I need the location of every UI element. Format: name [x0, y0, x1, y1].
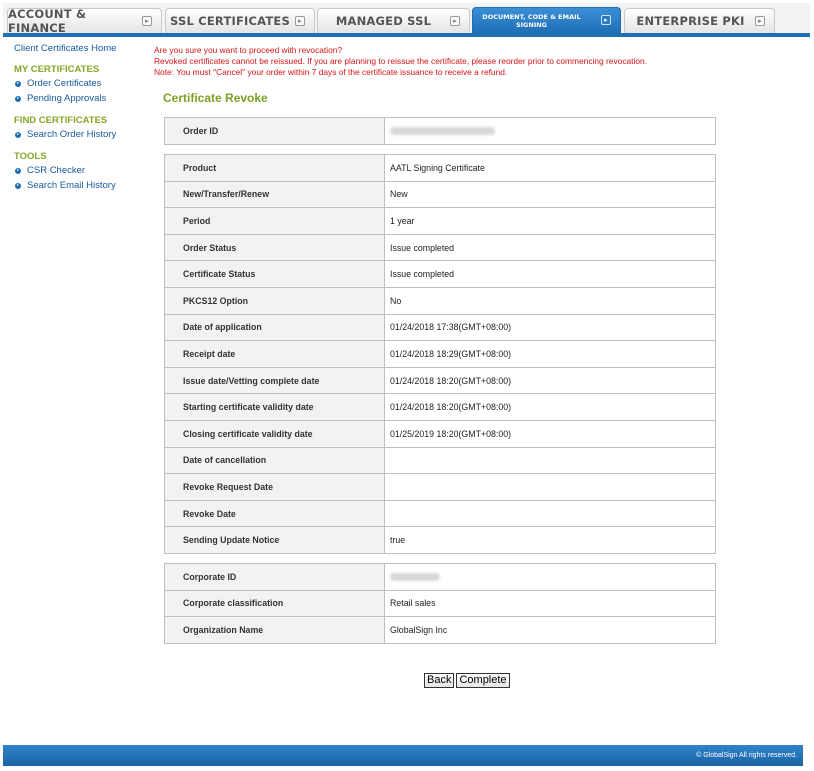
table-row [165, 500, 716, 527]
row-label: Organization Name [165, 617, 385, 644]
table-row [165, 420, 716, 447]
redacted-value [390, 127, 495, 135]
row-value [385, 447, 716, 474]
sidebar-item-label: Pending Approvals [27, 93, 107, 104]
table-row [165, 394, 716, 421]
tab-label: SSL CERTIFICATES [170, 14, 290, 28]
sidebar [14, 43, 154, 195]
sidebar-home-link[interactable]: Client Certificates Home [14, 43, 117, 54]
row-label: Sending Update Notice [165, 527, 385, 554]
row-value: AATL Signing Certificate [385, 155, 716, 182]
sidebar-item-search-email-history[interactable] [14, 180, 154, 191]
row-label: Corporate classification [165, 590, 385, 617]
row-label: Order ID [165, 118, 385, 145]
row-value [385, 564, 716, 591]
tab-label: ACCOUNT & FINANCE [8, 7, 87, 35]
arrow-bullet-icon [15, 96, 21, 102]
tab-document-code-email-signing[interactable] [472, 7, 621, 33]
table-row [165, 474, 716, 501]
sidebar-item-search-order-history[interactable] [14, 129, 154, 140]
redacted-value [390, 573, 440, 581]
row-value: Retail sales [385, 590, 716, 617]
expand-icon[interactable]: ▸ [450, 16, 460, 26]
row-value: New [385, 181, 716, 208]
row-label: Date of application [165, 314, 385, 341]
warning-line: Are you sure you want to proceed with revocation? [154, 45, 343, 55]
arrow-bullet-icon [15, 168, 21, 174]
table-row [165, 617, 716, 644]
row-value: 01/25/2019 18:20(GMT+08:00) [385, 420, 716, 447]
sidebar-item-pending-approvals[interactable] [14, 93, 154, 104]
sidebar-heading-find-certificates: FIND CERTIFICATES [14, 115, 108, 126]
row-value: 01/24/2018 18:29(GMT+08:00) [385, 341, 716, 368]
table-row [165, 564, 716, 591]
row-label: Corporate ID [165, 564, 385, 591]
certificate-details-table [164, 154, 716, 554]
row-label: Period [165, 208, 385, 235]
top-nav-tabs [3, 3, 810, 37]
expand-icon[interactable]: ▸ [142, 16, 152, 26]
row-value [385, 500, 716, 527]
table-row [165, 155, 716, 182]
tab-ssl-certificates[interactable] [165, 8, 315, 33]
row-value: 01/24/2018 17:38(GMT+08:00) [385, 314, 716, 341]
row-label: Order Status [165, 234, 385, 261]
row-value: true [385, 527, 716, 554]
arrow-bullet-icon [15, 81, 21, 87]
table-row [165, 527, 716, 554]
row-value: No [385, 287, 716, 314]
row-value: GlobalSign Inc [385, 617, 716, 644]
action-buttons [424, 673, 510, 688]
row-value: 01/24/2018 18:20(GMT+08:00) [385, 367, 716, 394]
sidebar-heading-my-certificates: MY CERTIFICATES [14, 64, 100, 75]
copyright-text: © GlobalSign All rights reserved. [696, 752, 797, 759]
row-value [385, 474, 716, 501]
expand-icon[interactable]: ▸ [601, 15, 611, 25]
tab-account-finance[interactable] [7, 8, 162, 33]
table-row [165, 261, 716, 288]
row-label: Revoke Request Date [165, 474, 385, 501]
order-id-value [385, 118, 716, 145]
page-title: Certificate Revoke [163, 91, 268, 105]
warning-line: Note: You must "Cancel" your order within 7 days of the certificate issuance to receive a refund. [154, 67, 508, 77]
table-row [165, 447, 716, 474]
warning-line: Revoked certificates cannot be reissued. If you are planning to reissue the certificate, please reorder prior to commencing revocation. [154, 56, 647, 66]
row-label: Receipt date [165, 341, 385, 368]
arrow-bullet-icon [15, 183, 21, 189]
row-value: Issue completed [385, 261, 716, 288]
table-row [165, 367, 716, 394]
row-label: Issue date/Vetting complete date [165, 367, 385, 394]
tab-managed-ssl[interactable] [317, 8, 470, 33]
sidebar-item-order-certificates[interactable] [14, 78, 154, 89]
row-value: 01/24/2018 18:20(GMT+08:00) [385, 394, 716, 421]
table-row [165, 590, 716, 617]
row-label: Date of cancellation [165, 447, 385, 474]
back-button[interactable]: Back [424, 673, 454, 688]
sidebar-item-csr-checker[interactable] [14, 165, 154, 176]
table-row [165, 181, 716, 208]
revocation-warning [154, 45, 647, 78]
expand-icon[interactable]: ▸ [295, 16, 305, 26]
row-label: Closing certificate validity date [165, 420, 385, 447]
row-label: PKCS12 Option [165, 287, 385, 314]
table-row [165, 287, 716, 314]
sidebar-item-label: Search Email History [27, 180, 116, 191]
row-label: Revoke Date [165, 500, 385, 527]
row-value: 1 year [385, 208, 716, 235]
sidebar-heading-tools: TOOLS [14, 151, 47, 162]
sidebar-item-label: Search Order History [27, 129, 117, 140]
tab-label: ENTERPRISE PKI [636, 14, 745, 28]
arrow-bullet-icon [15, 132, 21, 138]
sidebar-item-label: Order Certificates [27, 78, 102, 89]
row-label: Certificate Status [165, 261, 385, 288]
table-row [165, 208, 716, 235]
tab-label: MANAGED SSL [335, 14, 432, 28]
table-row [165, 314, 716, 341]
row-label: New/Transfer/Renew [165, 181, 385, 208]
footer [3, 745, 803, 766]
row-label: Starting certificate validity date [165, 394, 385, 421]
table-row [165, 118, 716, 145]
table-row [165, 341, 716, 368]
tab-enterprise-pki[interactable] [624, 8, 775, 33]
sidebar-item-label: CSR Checker [27, 165, 86, 176]
corporate-info-table [164, 563, 716, 644]
complete-button[interactable]: Complete [456, 673, 509, 688]
tab-label: DOCUMENT, CODE & EMAIL SIGNING [482, 12, 581, 29]
row-label: Product [165, 155, 385, 182]
row-value: Issue completed [385, 234, 716, 261]
table-row [165, 234, 716, 261]
expand-icon[interactable]: ▸ [755, 16, 765, 26]
order-id-table [164, 117, 716, 145]
